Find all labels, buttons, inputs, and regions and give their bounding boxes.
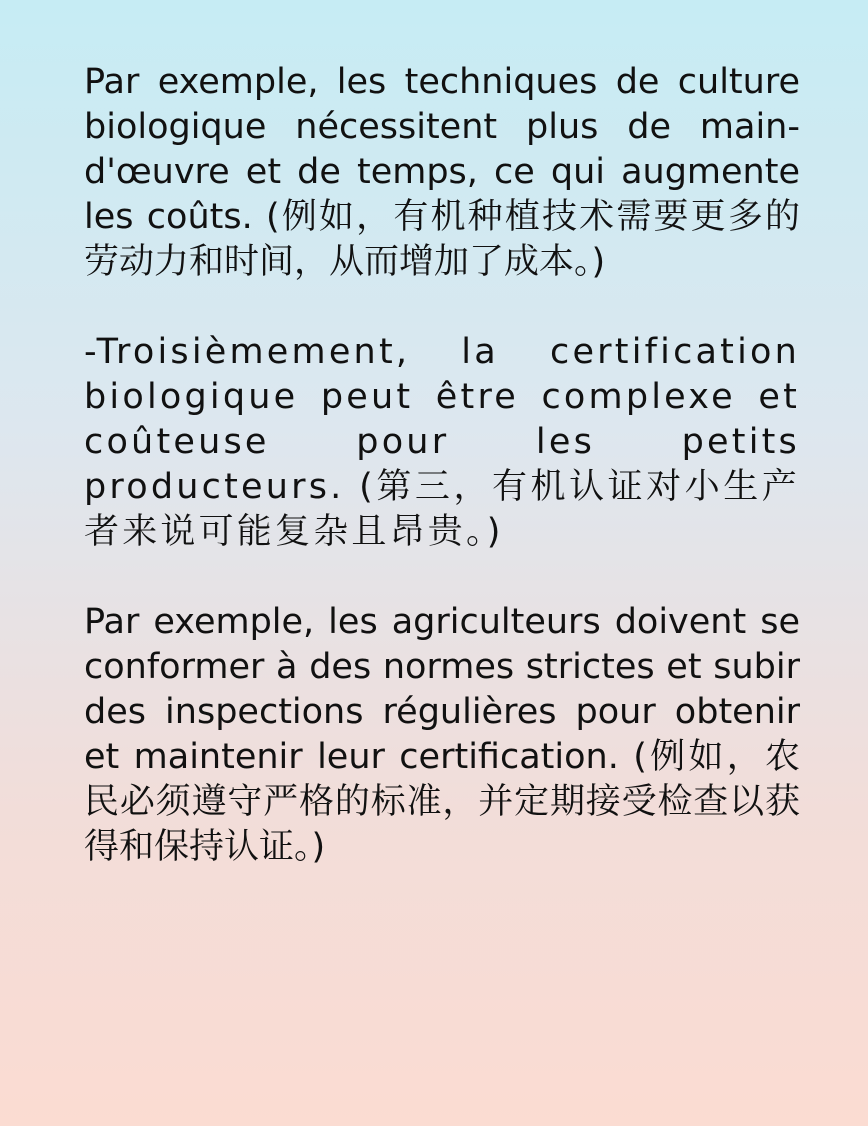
text-content — [84, 60, 800, 870]
paragraph-gap — [84, 285, 800, 330]
paragraph-2: -Troisièmement, la certification biologique peut être complexe et coûteuse pour les petits producteurs. (第三，有机认证对小生产者来说可能复杂且昂贵。) — [84, 332, 800, 552]
paragraph-1: Par exemple, les techniques de culture biologique nécessitent plus de main-d'œuvre et de temps, ce qui augmente les coûts. (例如，有机种植技术需要更多的劳动力和时间，从而增加了成本。) — [84, 62, 800, 282]
paragraph-gap — [84, 555, 800, 600]
paragraph-3: Par exemple, les agriculteurs doivent se conformer à des normes strictes et subir des inspections régulières pour obtenir et maintenir leur certification. (例如，农民必须遵守严格的标准，并定期接受检查以获得和保持认证。) — [84, 602, 800, 867]
